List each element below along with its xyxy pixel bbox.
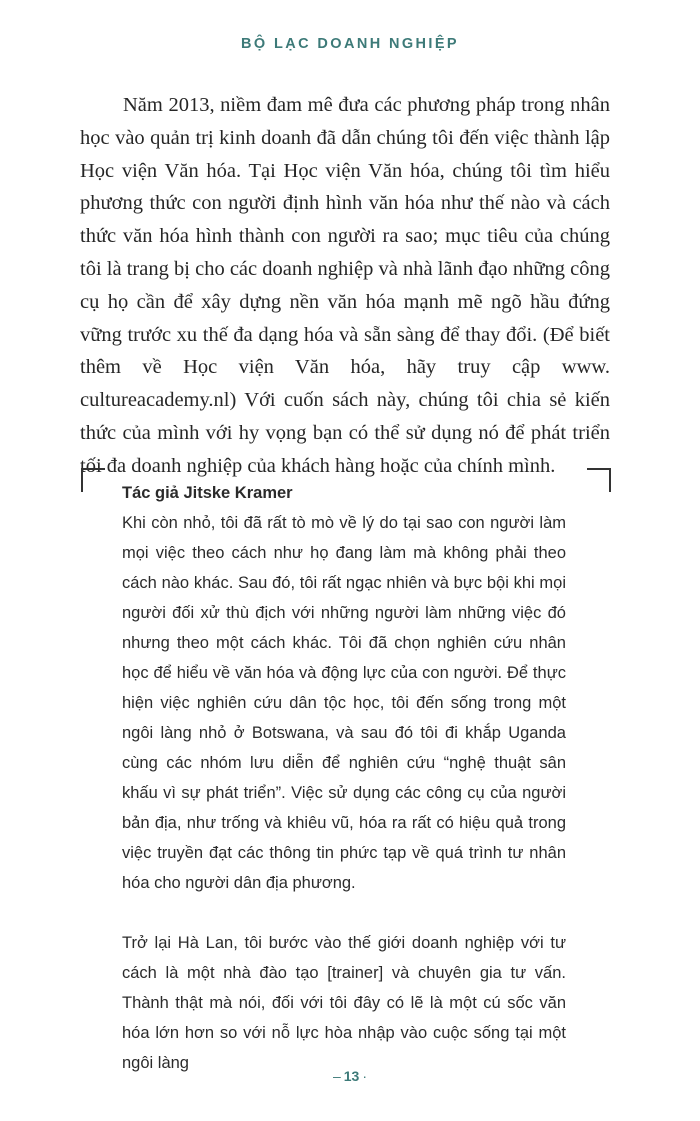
running-header: BỘ LẠC DOANH NGHIỆP [241,36,459,52]
page-number-footer [0,1068,700,1084]
author-box-title: Tác giả Jitske Kramer [122,484,293,502]
page-number: 13 [343,1068,360,1084]
intro-paragraph: Năm 2013, niềm đam mê đưa các phương pháp trong nhân học vào quản trị kinh doanh đã dẫn chúng tôi đến việc thành lập Học viện Văn hóa. Tại Học viện Văn hóa, chúng tôi tìm hiểu phương thức con người định hình văn hóa như thế nào và cách thức văn hóa hình thành con người ra sao; mục tiêu của chúng tôi là trang bị cho các doanh nghiệp và nhà lãnh đạo những công cụ họ cần để xây dựng nền văn hóa mạnh mẽ ngõ hầu đứng vững trước xu thế đa dạng hóa và sẵn sàng để thay đổi. (Để biết thêm về Học viện Văn hóa, hãy truy cập www. cultureacademy.nl) Với cuốn sách này, chúng tôi chia sẻ kiến thức của mình với hy vọng bạn có thể sử dụng nó để phát triển tối đa doanh nghiệp của khách hàng hoặc của chính mình. [80,94,610,477]
author-box-paragraph-2: Trở lại Hà Lan, tôi bước vào thế giới doanh nghiệp với tư cách là một nhà đào tạo [trainer] và chuyên gia tư vấn. Thành thật mà nói, đối với tôi đây có lẽ là một cú sốc văn hóa lớn hơn so với nỗ lực hòa nhập vào cuộc sống tại một ngôi làng [122,934,566,1072]
page-number-dash: – [332,1068,341,1084]
author-box [122,478,566,1078]
author-box-paragraph-1: Khi còn nhỏ, tôi đã rất tò mò về lý do tại sao con người làm mọi việc theo cách như họ đang làm mà không phải theo cách nào khác. Sau đó, tôi rất ngạc nhiên và bực bội khi mọi người đối xử thù địch với những người làm những việc đó nhưng theo một cách khác. Tôi đã chọn nghiên cứu nhân học để hiểu về văn hóa và động lực của con người. Để thực hiện việc nghiên cứu dân tộc học, tôi đến sống trong một ngôi làng nhỏ ở Botswana, và sau đó tôi đi khắp Uganda cùng các nhóm lưu diễn để nghiên cứu “nghệ thuật sân khấu vì sự phát triển”. Việc sử dụng các công cụ của người bản địa, như trống và khiêu vũ, hóa ra rất có hiệu quả trong việc truyền đạt các thông tin phức tạp về quá trình tư nhân hóa cho người dân địa phương. [122,514,566,892]
box-corner-right-mark [587,468,611,492]
box-corner-left-mark [81,468,105,492]
page-number-dot: · [362,1068,368,1084]
